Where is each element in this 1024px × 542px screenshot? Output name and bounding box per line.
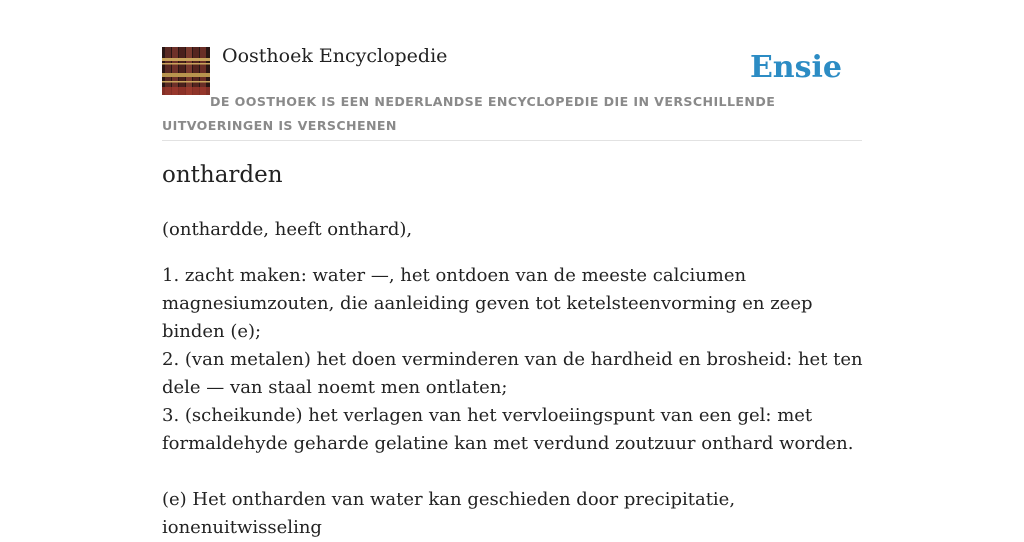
brand-logo-link[interactable]: Ensie: [749, 50, 842, 85]
grammar-line: (onthardde, heeft onthard),: [162, 219, 413, 240]
article-body: [162, 216, 872, 542]
source-name[interactable]: Oosthoek Encyclopedie: [222, 45, 448, 67]
explanatory-note: (e) Het ontharden van water kan geschieden door precipitatie, ionenuitwisseling: [162, 489, 736, 538]
definition-2: 2. (van metalen) het doen verminderen van de hardheid en brosheid: het ten dele — van staal noemt men ontlaten;: [162, 349, 863, 398]
definition-1: 1. zacht maken: water —, het ontdoen van de meeste calciumen magnesiumzouten, die aanleiding geven tot ketelsteenvorming en zeep binden (e);: [162, 265, 813, 342]
site-header: [162, 0, 862, 141]
definition-3: 3. (scheikunde) het verlagen van het vervloeiingspunt van een gel: met formaldehyde geharde gelatine kan met verdund zoutzuur onthard worden.: [162, 405, 854, 454]
page-title: ontharden: [162, 162, 283, 188]
source-description: DE OOSTHOEK IS EEN NEDERLANDSE ENCYCLOPEDIE DIE IN VERSCHILLENDE UITVOERINGEN IS VERSCHENEN: [162, 94, 776, 133]
book-spines-icon[interactable]: [162, 47, 210, 95]
